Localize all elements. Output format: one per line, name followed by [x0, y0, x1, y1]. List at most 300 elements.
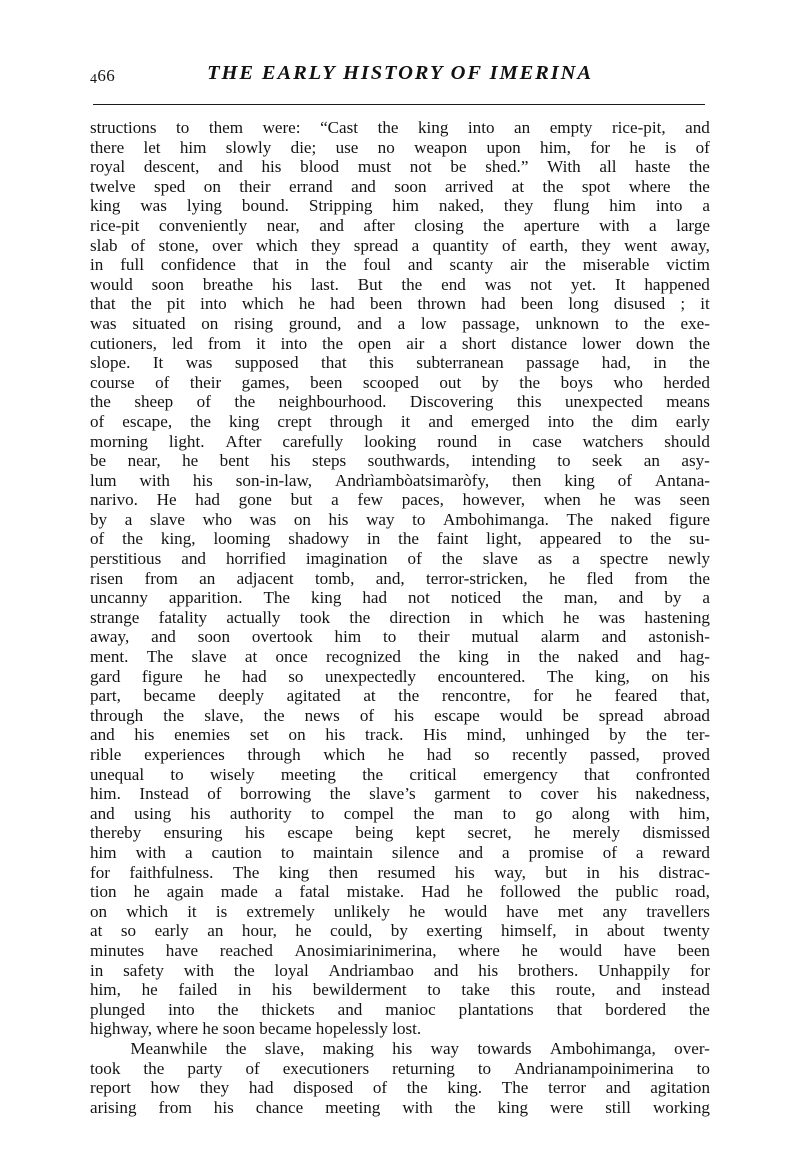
- word: The: [547, 666, 574, 686]
- word: from: [634, 568, 668, 588]
- word: bound.: [241, 196, 289, 216]
- word: round: [437, 431, 478, 451]
- text-line: [90, 216, 710, 236]
- word: figure: [141, 666, 183, 686]
- word: few: [357, 490, 383, 510]
- word: It: [152, 353, 164, 373]
- word: the: [483, 215, 505, 235]
- word: With: [547, 157, 581, 177]
- word: the: [329, 784, 351, 804]
- word: loyal: [274, 960, 309, 980]
- word: thereby: [90, 823, 142, 843]
- word: situated: [132, 313, 186, 333]
- page-number-rest: 66: [97, 66, 116, 85]
- word: he: [182, 451, 199, 471]
- word: spectre: [599, 549, 649, 569]
- word: man,: [563, 588, 598, 608]
- text-line: [90, 275, 710, 295]
- word: must: [357, 157, 392, 177]
- word: figure: [669, 509, 710, 529]
- word: sped: [154, 176, 186, 196]
- word: tion: [90, 882, 117, 902]
- word: looming: [213, 529, 271, 549]
- word: using: [134, 803, 172, 823]
- word: by: [609, 725, 627, 745]
- word: an: [643, 451, 660, 471]
- word: have: [623, 940, 657, 960]
- word: watchers: [582, 431, 644, 451]
- word: in: [366, 529, 381, 549]
- word: took: [90, 1058, 121, 1078]
- word: the: [413, 803, 435, 823]
- word: uncanny: [90, 588, 148, 608]
- word: the: [689, 568, 710, 588]
- word: After: [225, 431, 262, 451]
- word: the: [454, 1097, 476, 1117]
- word: twelve: [90, 176, 136, 196]
- word: at: [90, 921, 103, 941]
- word: rising: [234, 313, 273, 333]
- word: fatal: [299, 882, 330, 902]
- word: tomb,: [314, 568, 355, 588]
- word: and: [407, 255, 433, 275]
- word: of: [359, 705, 375, 725]
- word: through: [90, 705, 144, 725]
- word: man: [453, 803, 484, 823]
- word: a: [702, 588, 710, 608]
- word: a: [411, 235, 420, 255]
- word: son-in-law,: [235, 470, 313, 490]
- word: passage,: [462, 313, 520, 333]
- word: he: [387, 745, 405, 764]
- word: became: [143, 686, 196, 706]
- word: his: [272, 274, 292, 294]
- word: air: [406, 333, 425, 353]
- word: looking: [364, 431, 417, 451]
- word: garment: [434, 784, 491, 804]
- word: was: [185, 353, 213, 373]
- word: abroad: [663, 705, 710, 725]
- word: closing: [414, 215, 464, 235]
- header-divider: [93, 104, 705, 105]
- word: yet.: [570, 274, 597, 294]
- word: and: [636, 647, 662, 667]
- text-line: [90, 843, 710, 863]
- word: was: [598, 607, 626, 627]
- word: experiences: [144, 745, 225, 764]
- word: and: [428, 411, 454, 431]
- word: terror: [548, 1078, 587, 1098]
- text-line: [90, 725, 710, 745]
- word: that: [252, 255, 279, 275]
- word: for: [689, 960, 710, 980]
- word: set: [249, 725, 269, 745]
- word: Had: [421, 882, 450, 902]
- word: light.: [168, 431, 205, 451]
- word: resumed: [377, 862, 436, 882]
- page-number-lead-digit: 4: [90, 72, 98, 87]
- word: The: [501, 1078, 529, 1098]
- word: which: [126, 901, 169, 921]
- word: rencontre,: [441, 686, 511, 706]
- word: open: [358, 333, 392, 353]
- word: their: [239, 176, 271, 196]
- word: morning: [90, 431, 148, 451]
- word: arising: [90, 1097, 137, 1117]
- word: was: [140, 196, 167, 216]
- word: But: [357, 274, 383, 294]
- word: He: [156, 490, 177, 510]
- word: of: [695, 137, 710, 157]
- word: with: [629, 803, 660, 823]
- word: and: [90, 803, 115, 823]
- word: king: [90, 196, 121, 216]
- word: him,: [679, 803, 710, 823]
- word: any: [602, 901, 628, 921]
- word: the: [650, 529, 672, 549]
- word: and,: [375, 568, 405, 588]
- word: and: [337, 999, 363, 1019]
- word: ment.: [90, 647, 129, 667]
- word: last.: [310, 274, 339, 294]
- word: Andrìambòatsimaròfy,: [334, 470, 490, 490]
- word: not: [530, 274, 553, 294]
- word: the: [217, 999, 239, 1019]
- word: reached: [219, 940, 273, 960]
- word: in: [90, 255, 104, 275]
- word: die;: [290, 137, 317, 157]
- word: bent: [219, 451, 250, 471]
- word: he: [295, 921, 312, 941]
- word: after: [363, 215, 395, 235]
- word: which: [502, 607, 544, 627]
- word: a: [635, 842, 644, 862]
- word: the: [643, 313, 665, 333]
- text-line: [90, 784, 710, 804]
- word: and: [618, 588, 644, 608]
- word: down: [636, 333, 675, 353]
- text-line: [90, 667, 710, 687]
- word: travellers: [646, 901, 710, 921]
- word: rice-pit,: [611, 118, 666, 137]
- word: naked,: [438, 196, 484, 216]
- word: thrown: [417, 294, 466, 314]
- page-title: THE EARLY HISTORY OF IMERINA: [207, 62, 593, 84]
- word: go: [535, 803, 553, 823]
- text-line: [90, 529, 710, 549]
- word: passage: [526, 353, 580, 373]
- text-line: [90, 804, 710, 824]
- word: recently: [512, 745, 568, 764]
- word: overtook: [251, 627, 313, 647]
- word: could,: [330, 921, 373, 941]
- word: is: [664, 137, 677, 157]
- word: borrowing: [240, 784, 312, 804]
- word: thickets: [261, 999, 315, 1019]
- word: slope.: [90, 353, 131, 373]
- word: sheep: [134, 392, 174, 412]
- word: unknown: [535, 313, 600, 333]
- word: there: [90, 137, 125, 157]
- word: to: [696, 1058, 710, 1078]
- word: risen: [90, 568, 124, 588]
- word: direction: [389, 607, 451, 627]
- word: agitation: [650, 1078, 710, 1098]
- word: had: [426, 745, 452, 764]
- word: of: [602, 842, 617, 862]
- text-line: [90, 588, 710, 608]
- word: the: [143, 1058, 165, 1078]
- word: an: [207, 921, 224, 941]
- word: Stripping: [308, 196, 373, 216]
- word: to: [383, 627, 397, 647]
- word: the: [263, 705, 285, 725]
- word: confronted: [635, 764, 710, 784]
- word: near,: [127, 451, 161, 471]
- text-line: [90, 765, 710, 785]
- word: passed,: [589, 745, 640, 764]
- word: him.: [90, 784, 121, 804]
- word: naked: [577, 647, 619, 667]
- word: It: [614, 274, 626, 294]
- text-line: [90, 863, 710, 883]
- word: short: [461, 333, 497, 353]
- word: how: [150, 1078, 180, 1098]
- word: weapon: [414, 137, 468, 157]
- text-line: [90, 1000, 710, 1020]
- word: royal: [90, 157, 126, 177]
- word: making: [322, 1038, 374, 1058]
- word: their: [418, 627, 450, 647]
- word: with: [599, 215, 630, 235]
- word: case: [532, 431, 562, 451]
- word: secret,: [467, 823, 512, 843]
- word: the: [401, 274, 423, 294]
- text-line: [90, 569, 710, 589]
- word: he: [298, 294, 315, 314]
- text-line: highway, where he soon became hopelessly lost.: [90, 1019, 422, 1039]
- word: quantity: [432, 235, 489, 255]
- word: apparition.: [168, 588, 243, 608]
- text-line: [90, 451, 710, 471]
- word: as: [537, 549, 553, 569]
- word: breathe: [202, 274, 254, 294]
- word: was: [249, 509, 277, 529]
- word: authority: [229, 803, 292, 823]
- text-line: [90, 353, 710, 373]
- word: seek: [591, 451, 623, 471]
- word: Andrianampoinimerina: [514, 1058, 674, 1078]
- body-text: [90, 118, 710, 1117]
- text-line: [90, 882, 710, 902]
- word: the: [398, 686, 420, 706]
- text-line: [90, 412, 710, 432]
- word: a: [274, 882, 283, 902]
- word: recognized: [325, 647, 401, 667]
- word: of: [245, 1058, 260, 1078]
- word: and: [90, 725, 115, 745]
- word: over-: [674, 1038, 710, 1058]
- word: the: [322, 333, 344, 353]
- word: out: [439, 372, 462, 392]
- text-line: [90, 980, 710, 1000]
- word: arrived: [444, 176, 494, 196]
- word: distance: [511, 333, 568, 353]
- word: spread: [353, 235, 399, 255]
- word: Instead: [139, 784, 189, 804]
- word: scanty: [449, 255, 494, 275]
- text-line: [90, 608, 710, 628]
- word: appeared: [539, 529, 602, 549]
- word: horrified: [225, 549, 286, 569]
- word: and: [605, 1078, 631, 1098]
- word: in: [469, 607, 483, 627]
- word: king: [418, 118, 449, 137]
- word: that,: [679, 686, 710, 706]
- word: boys: [560, 372, 593, 392]
- word: he: [549, 568, 566, 588]
- word: of: [617, 470, 632, 490]
- word: ground,: [288, 313, 342, 333]
- word: him: [334, 627, 362, 647]
- word: an: [514, 118, 531, 137]
- word: encountered.: [437, 666, 526, 686]
- word: his: [478, 960, 499, 980]
- word: towards: [477, 1038, 532, 1058]
- word: away,: [670, 235, 710, 255]
- word: from: [158, 1097, 192, 1117]
- word: gone: [238, 490, 272, 510]
- text-line: [90, 627, 710, 647]
- word: been: [369, 294, 403, 314]
- word: have: [506, 901, 539, 921]
- word: he: [409, 901, 426, 921]
- text-line: [90, 745, 710, 765]
- word: his: [192, 470, 213, 490]
- word: nakedness,: [635, 784, 710, 804]
- word: was: [634, 490, 661, 510]
- word: adjacent: [236, 568, 294, 588]
- word: his: [213, 1097, 234, 1117]
- word: when: [543, 490, 581, 510]
- word: of: [90, 529, 105, 549]
- text-line: [90, 157, 710, 177]
- word: use: [335, 137, 359, 157]
- word: of: [130, 235, 146, 255]
- word: is: [215, 901, 228, 921]
- word: The: [566, 509, 594, 529]
- running-head: [90, 62, 710, 100]
- word: over: [212, 235, 243, 255]
- word: ter-: [686, 725, 710, 745]
- word: where: [458, 940, 500, 960]
- word: a: [572, 549, 580, 569]
- word: way: [430, 1038, 460, 1058]
- word: strange: [90, 607, 140, 627]
- word: he: [563, 607, 580, 627]
- word: to: [170, 764, 184, 784]
- word: slave’s: [369, 784, 416, 804]
- word: the: [519, 372, 541, 392]
- word: had: [481, 294, 506, 314]
- word: a: [397, 313, 406, 333]
- word: so: [288, 666, 304, 686]
- word: at: [244, 647, 258, 667]
- word: the: [398, 529, 420, 549]
- word: on: [90, 901, 108, 921]
- word: an: [199, 568, 216, 588]
- word: enemies: [174, 725, 231, 745]
- word: would: [559, 940, 603, 960]
- word: minutes: [90, 940, 145, 960]
- word: to: [176, 118, 190, 137]
- word: met: [557, 901, 584, 921]
- word: slave: [149, 509, 185, 529]
- word: which: [323, 745, 366, 764]
- word: he: [204, 666, 221, 686]
- word: his: [394, 705, 415, 725]
- word: dismissed: [642, 823, 710, 843]
- word: and: [458, 842, 484, 862]
- word: slowly: [225, 137, 272, 157]
- word: his: [134, 725, 155, 745]
- word: gard: [90, 666, 121, 686]
- word: southwards,: [367, 451, 450, 471]
- word: however,: [462, 490, 526, 510]
- word: unhinged: [525, 725, 590, 745]
- word: who: [202, 509, 233, 529]
- word: into: [655, 196, 683, 216]
- word: end: [441, 274, 466, 294]
- word: his: [270, 451, 291, 471]
- text-line: [90, 314, 710, 334]
- word: a: [648, 215, 657, 235]
- word: the: [362, 764, 384, 784]
- word: executioners: [282, 1058, 370, 1078]
- word: king: [458, 647, 489, 667]
- word: the: [406, 1078, 428, 1098]
- word: at: [363, 686, 376, 706]
- word: on: [201, 313, 219, 333]
- word: king: [229, 411, 260, 431]
- word: into: [168, 999, 195, 1019]
- word: with: [402, 1097, 433, 1117]
- word: he: [534, 823, 551, 843]
- word: in: [90, 960, 104, 980]
- word: light,: [486, 529, 522, 549]
- text-line: [90, 706, 710, 726]
- word: actually: [226, 607, 281, 627]
- word: caution: [211, 842, 262, 862]
- word: with: [183, 960, 215, 980]
- word: his: [690, 666, 710, 686]
- word: lum: [90, 470, 117, 490]
- word: proved: [662, 745, 710, 764]
- word: mistake.: [346, 882, 405, 902]
- text-line: [90, 1098, 710, 1118]
- word: descent,: [143, 157, 200, 177]
- text-line: [90, 392, 710, 412]
- word: had: [241, 666, 267, 686]
- word: herded: [663, 372, 710, 392]
- word: brothers.: [517, 960, 579, 980]
- word: that: [320, 353, 347, 373]
- word: them: [208, 118, 244, 137]
- word: the: [234, 392, 256, 412]
- word: into: [280, 333, 308, 353]
- word: to: [311, 803, 325, 823]
- word: Discovering: [409, 392, 494, 412]
